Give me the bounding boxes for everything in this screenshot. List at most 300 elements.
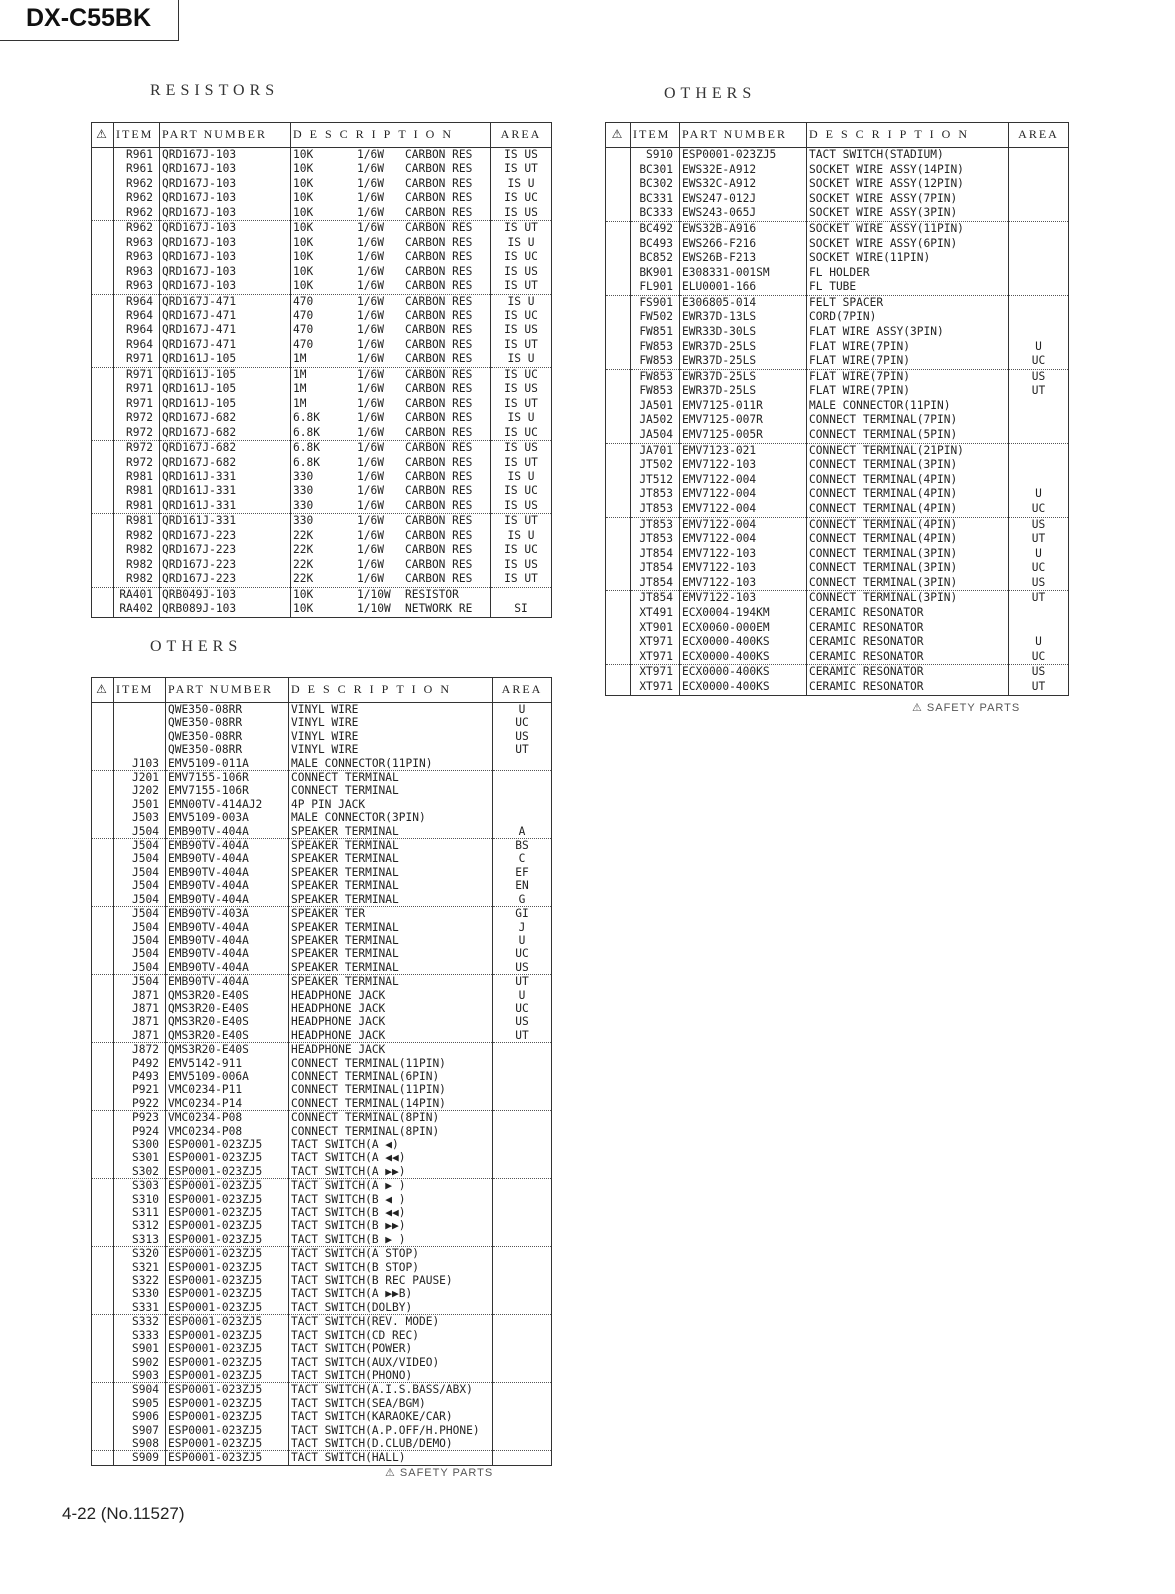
area-cell [493, 1138, 552, 1151]
part-number-cell: QRD167J-471 [160, 309, 291, 323]
area-cell [493, 1301, 552, 1315]
resistor-type: CARBON RES [405, 279, 473, 293]
table-row [92, 1437, 552, 1451]
safety-mark-cell [92, 352, 114, 367]
item-cell: J504 [114, 879, 166, 892]
table-row [92, 558, 552, 572]
item-cell: S901 [114, 1342, 166, 1355]
safety-mark-cell [92, 572, 114, 587]
safety-mark-cell [606, 295, 631, 310]
safety-mark-cell [606, 547, 631, 562]
resistor-type: CARBON RES [405, 514, 473, 528]
description-cell: SPEAKER TERMINAL [289, 921, 493, 934]
safety-mark-cell [92, 1111, 114, 1125]
area-cell: UT [1009, 384, 1069, 399]
others-left-title: OTHERS [150, 638, 243, 655]
table-row [92, 825, 552, 839]
wattage-value: 1/6W [357, 367, 384, 381]
resistor-type: CARBON RES [405, 396, 473, 410]
item-cell: FW853 [631, 354, 680, 369]
description-cell: HEADPHONE JACK [289, 1043, 493, 1057]
part-number-cell: VMC0234-P14 [166, 1097, 289, 1111]
description-cell: CERAMIC RESONATOR [807, 606, 1009, 621]
resistor-type: CARBON RES [405, 294, 473, 308]
table-row [92, 441, 552, 456]
item-cell: JT853 [631, 502, 680, 517]
wattage-value: 1/6W [357, 411, 384, 425]
part-number-cell: ESP0001-023ZJ5 [166, 1342, 289, 1355]
table-row [92, 907, 552, 921]
item-cell: FW853 [631, 369, 680, 384]
item-cell: J871 [114, 1029, 166, 1043]
safety-mark-cell [606, 650, 631, 665]
item-cell: JT854 [631, 576, 680, 591]
description-cell: HEADPHONE JACK [289, 1002, 493, 1015]
table-row [92, 323, 552, 337]
part-number-cell: EMB90TV-404A [166, 893, 289, 907]
resistor-type: CARBON RES [405, 250, 473, 264]
safety-mark-cell [92, 499, 114, 514]
table-row [92, 426, 552, 441]
item-cell: J501 [114, 798, 166, 811]
safety-mark-cell [606, 192, 631, 207]
resistor-type: CARBON RES [405, 323, 473, 337]
item-cell: S910 [631, 148, 680, 163]
table-row [606, 221, 1069, 236]
safety-mark-cell [606, 606, 631, 621]
description-cell: TACT SWITCH(DOLBY) [289, 1301, 493, 1315]
item-cell: S311 [114, 1206, 166, 1219]
item-cell: R982 [114, 572, 160, 587]
item-cell: RA401 [114, 587, 160, 602]
description-cell: CONNECT TERMINAL(4PIN) [807, 532, 1009, 547]
safety-mark-cell [92, 1369, 114, 1383]
wattage-value: 1/6W [357, 191, 384, 205]
part-number-cell: QMS3R20-E40S [166, 989, 289, 1002]
resistor-type: CARBON RES [405, 191, 473, 205]
part-number-cell: EMB90TV-404A [166, 975, 289, 989]
part-number-cell: QRD167J-471 [160, 294, 291, 309]
safety-mark-cell [92, 907, 114, 921]
item-cell: S313 [114, 1233, 166, 1247]
item-cell: R964 [114, 323, 160, 337]
area-cell: A [493, 825, 552, 839]
safety-mark-cell [92, 798, 114, 811]
area-cell [1009, 621, 1069, 636]
item-header: ITEM [631, 123, 680, 148]
area-cell: UT [493, 1029, 552, 1043]
table-row [606, 280, 1069, 295]
table-row [92, 206, 552, 221]
description-cell [291, 309, 491, 323]
description-cell: SOCKET WIRE ASSY(11PIN) [807, 221, 1009, 236]
part-number-cell: QWE350-08RR [166, 716, 289, 729]
description-cell: VINYL WIRE [289, 730, 493, 743]
table-row [92, 1397, 552, 1410]
description-cell: SPEAKER TERMINAL [289, 961, 493, 975]
resistance-value: 6.8K [293, 441, 320, 455]
safety-mark-cell [92, 1356, 114, 1369]
safety-mark-cell [606, 163, 631, 178]
safety-mark-cell [92, 771, 114, 785]
wattage-value: 1/6W [357, 176, 384, 190]
area-cell [493, 1206, 552, 1219]
wattage-value: 1/6W [357, 514, 384, 528]
part-number-cell: EWR37D-25LS [680, 340, 807, 355]
safety-mark-cell [606, 413, 631, 428]
table-row [606, 517, 1069, 532]
part-number-cell: QMS3R20-E40S [166, 1015, 289, 1028]
area-cell [493, 1329, 552, 1342]
safety-mark-cell [92, 1179, 114, 1193]
description-cell [291, 338, 491, 352]
item-cell: J504 [114, 866, 166, 879]
table-row [92, 934, 552, 947]
safety-mark-cell [92, 1451, 114, 1465]
part-number-cell: QRD167J-103 [160, 206, 291, 221]
item-cell: J504 [114, 852, 166, 865]
table-row [606, 251, 1069, 266]
part-number-cell: ELU0001-166 [680, 280, 807, 295]
item-cell: R964 [114, 338, 160, 352]
area-cell: IS UT [491, 572, 552, 587]
part-number-cell: EWS266-F216 [680, 237, 807, 252]
wattage-value: 1/6W [357, 543, 384, 557]
wattage-value: 1/6W [357, 396, 384, 410]
part-number-cell: EMB90TV-403A [166, 907, 289, 921]
table-row [606, 163, 1069, 178]
wattage-value: 1/6W [357, 352, 384, 366]
wattage-value: 1/6W [357, 294, 384, 308]
table-filler-row [92, 617, 552, 618]
item-cell: S300 [114, 1138, 166, 1151]
safety-mark-cell [92, 382, 114, 396]
item-cell: R963 [114, 250, 160, 264]
table-row [606, 487, 1069, 502]
part-number-cell: ESP0001-023ZJ5 [166, 1315, 289, 1329]
area-cell [493, 1261, 552, 1274]
item-cell: S906 [114, 1410, 166, 1423]
item-cell: S907 [114, 1424, 166, 1437]
part-number-cell: QRD167J-223 [160, 558, 291, 572]
wattage-value: 1/10W [357, 602, 391, 616]
wattage-value: 1/6W [357, 470, 384, 484]
description-cell: FELT SPACER [807, 295, 1009, 310]
description-cell [291, 397, 491, 411]
table-row [92, 893, 552, 907]
part-number-cell: EMV7125-005R [680, 428, 807, 443]
safety-mark-cell [92, 1165, 114, 1179]
table-row [92, 1233, 552, 1247]
area-cell: IS U [491, 352, 552, 367]
safety-mark-cell [92, 879, 114, 892]
area-cell [493, 1315, 552, 1329]
area-cell: US [1009, 576, 1069, 591]
table-row [92, 1383, 552, 1397]
wattage-value: 1/6W [357, 455, 384, 469]
area-cell: U [1009, 487, 1069, 502]
table-row [92, 352, 552, 367]
part-number-cell: EMV7122-004 [680, 473, 807, 488]
part-number-cell: EWS32C-A912 [680, 177, 807, 192]
item-cell: FL901 [631, 280, 680, 295]
part-number-cell: EMV7122-103 [680, 591, 807, 606]
area-cell: IS U [491, 294, 552, 309]
item-cell: JT853 [631, 487, 680, 502]
part-number-cell: QRD167J-103 [160, 236, 291, 250]
safety-mark-cell [92, 1437, 114, 1451]
safety-mark-cell [606, 635, 631, 650]
part-number-cell: VMC0234-P08 [166, 1125, 289, 1138]
description-cell: CONNECT TERMINAL [289, 784, 493, 797]
area-cell [1009, 251, 1069, 266]
table-row [92, 1151, 552, 1164]
item-cell: JA501 [631, 399, 680, 414]
table-row [92, 703, 552, 717]
table-row [92, 1219, 552, 1232]
safety-mark-cell [606, 473, 631, 488]
resistance-value: 1M [293, 367, 307, 381]
description-cell: TACT SWITCH(D.CLUB/DEMO) [289, 1437, 493, 1451]
description-cell: TACT SWITCH(AUX/VIDEO) [289, 1356, 493, 1369]
safety-mark-cell [92, 1233, 114, 1247]
table-row [92, 338, 552, 352]
safety-mark-cell [92, 989, 114, 1002]
area-cell: IS UC [491, 367, 552, 382]
resistance-value: 330 [293, 514, 314, 528]
description-cell [291, 236, 491, 250]
safety-mark-cell [92, 250, 114, 264]
description-cell: TACT SWITCH(SEA/BGM) [289, 1397, 493, 1410]
area-cell: UC [1009, 354, 1069, 369]
area-cell: U [493, 934, 552, 947]
item-cell: J871 [114, 1002, 166, 1015]
safety-mark-cell [92, 1287, 114, 1300]
filler-cell [92, 617, 114, 618]
area-cell [493, 1111, 552, 1125]
description-cell [291, 514, 491, 529]
table-row [92, 587, 552, 602]
safety-mark-cell [92, 1329, 114, 1342]
item-cell: R962 [114, 206, 160, 221]
table-row [92, 456, 552, 470]
area-cell: UT [493, 743, 552, 756]
table-row [92, 265, 552, 279]
safety-mark-cell [92, 148, 114, 163]
item-cell: XT901 [631, 621, 680, 636]
area-cell: IS UT [491, 338, 552, 352]
area-cell: IS US [491, 499, 552, 514]
item-cell [114, 716, 166, 729]
description-cell: SPEAKER TERMINAL [289, 975, 493, 989]
item-cell: R961 [114, 162, 160, 176]
description-cell: TACT SWITCH(A ▶▶) [289, 1165, 493, 1179]
item-cell: JT502 [631, 458, 680, 473]
description-cell: TACT SWITCH(REV. MODE) [289, 1315, 493, 1329]
table-row [606, 354, 1069, 369]
resistance-value: 22K [293, 572, 314, 586]
part-number-cell: ECX0000-400KS [680, 635, 807, 650]
part-number-cell: ESP0001-023ZJ5 [166, 1165, 289, 1179]
item-cell: J504 [114, 893, 166, 907]
description-cell [291, 558, 491, 572]
item-cell: R972 [114, 411, 160, 425]
table-row [606, 547, 1069, 562]
table-row [606, 473, 1069, 488]
part-number-cell: QRD167J-103 [160, 162, 291, 176]
part-number-cell: ESP0001-023ZJ5 [166, 1451, 289, 1465]
area-cell [493, 784, 552, 797]
filler-cell [114, 1465, 166, 1466]
table-header-row [92, 678, 552, 703]
part-number-cell: QRD167J-103 [160, 177, 291, 191]
wattage-value: 1/6W [357, 148, 384, 161]
part-number-cell: EWS26B-F213 [680, 251, 807, 266]
safety-mark-cell [92, 1002, 114, 1015]
safety-mark-cell [92, 309, 114, 323]
item-cell: R963 [114, 265, 160, 279]
part-number-cell: EMV7125-011R [680, 399, 807, 414]
part-number-cell: QWE350-08RR [166, 703, 289, 717]
area-cell: U [1009, 340, 1069, 355]
item-cell: J503 [114, 811, 166, 824]
part-number-cell: QRD167J-223 [160, 572, 291, 587]
filler-cell [631, 695, 680, 696]
safety-mark-cell [606, 266, 631, 281]
part-number-cell: ESP0001-023ZJ5 [166, 1397, 289, 1410]
part-number-cell: EMB90TV-404A [166, 852, 289, 865]
part-number-cell: EMV7122-103 [680, 561, 807, 576]
wattage-value: 1/6W [357, 498, 384, 512]
part-number-cell: ESP0001-023ZJ5 [166, 1383, 289, 1397]
description-cell: CONNECT TERMINAL(5PIN) [807, 428, 1009, 443]
area-header: AREA [493, 678, 552, 703]
item-cell: P493 [114, 1070, 166, 1083]
description-cell: TACT SWITCH(B REC PAUSE) [289, 1274, 493, 1287]
description-cell: SPEAKER TERMINAL [289, 934, 493, 947]
area-cell: UC [493, 947, 552, 960]
description-cell: SPEAKER TER [289, 907, 493, 921]
item-cell: J504 [114, 947, 166, 960]
area-header: AREA [491, 123, 552, 148]
description-cell: HEADPHONE JACK [289, 989, 493, 1002]
area-cell [493, 1397, 552, 1410]
part-number-cell: EMV7155-106R [166, 771, 289, 785]
table-row [92, 382, 552, 396]
item-cell: J504 [114, 839, 166, 853]
resistor-type: CARBON RES [405, 148, 473, 161]
description-cell [291, 279, 491, 294]
part-number-cell: EMB90TV-404A [166, 961, 289, 975]
item-cell: JA701 [631, 443, 680, 458]
table-row [92, 1179, 552, 1193]
description-cell: HEADPHONE JACK [289, 1015, 493, 1028]
table-row [606, 606, 1069, 621]
area-cell [493, 1369, 552, 1383]
item-cell: S303 [114, 1179, 166, 1193]
part-number-cell: EWR33D-30LS [680, 325, 807, 340]
area-cell: IS UT [491, 162, 552, 176]
area-cell: US [493, 730, 552, 743]
table-row [92, 716, 552, 729]
area-cell: IS US [491, 148, 552, 163]
description-cell [291, 441, 491, 456]
safety-mark-cell [92, 839, 114, 853]
table-row [92, 1043, 552, 1057]
description-cell: CERAMIC RESONATOR [807, 635, 1009, 650]
description-cell [291, 602, 491, 616]
resistance-value: 6.8K [293, 411, 320, 425]
table-row [92, 1138, 552, 1151]
area-cell: IS UT [491, 456, 552, 470]
table-row [92, 1206, 552, 1219]
safety-mark-cell [92, 893, 114, 907]
item-cell: R964 [114, 294, 160, 309]
area-cell: U [1009, 547, 1069, 562]
part-number-cell: ESP0001-023ZJ5 [166, 1247, 289, 1261]
item-cell: R962 [114, 221, 160, 236]
safety-mark-cell [606, 428, 631, 443]
item-cell: XT971 [631, 650, 680, 665]
table-row [606, 192, 1069, 207]
item-cell: P922 [114, 1097, 166, 1111]
description-cell: CONNECT TERMINAL(7PIN) [807, 413, 1009, 428]
part-number-cell: QRD167J-103 [160, 221, 291, 236]
filler-cell [680, 695, 807, 696]
safety-mark-cell [606, 576, 631, 591]
area-cell [493, 1219, 552, 1232]
area-cell [493, 1356, 552, 1369]
area-cell: IS U [491, 470, 552, 484]
safety-mark-cell [92, 1083, 114, 1096]
area-cell: UC [493, 716, 552, 729]
resistance-value: 10K [293, 176, 314, 190]
area-cell [493, 1424, 552, 1437]
part-number-cell: EWR37D-13LS [680, 310, 807, 325]
item-cell: J504 [114, 934, 166, 947]
area-cell: IS UC [491, 191, 552, 205]
table-row [92, 1451, 552, 1465]
resistor-type: CARBON RES [405, 441, 473, 455]
area-cell [493, 1287, 552, 1300]
table-row [92, 784, 552, 797]
item-cell: FW502 [631, 310, 680, 325]
wattage-value: 1/6W [357, 309, 384, 323]
area-cell [1009, 399, 1069, 414]
safety-mark-cell [606, 487, 631, 502]
area-cell [493, 1383, 552, 1397]
others-left-table [91, 677, 552, 1466]
item-cell: S909 [114, 1451, 166, 1465]
item-cell: R972 [114, 456, 160, 470]
area-cell: C [493, 852, 552, 865]
resistance-value: 10K [293, 235, 314, 249]
area-cell [493, 1410, 552, 1423]
item-cell: J504 [114, 961, 166, 975]
safety-mark-cell [92, 825, 114, 839]
safety-mark-cell [92, 1097, 114, 1111]
resistance-value: 10K [293, 191, 314, 205]
part-number-cell: QRD167J-682 [160, 411, 291, 425]
safety-mark-cell [92, 441, 114, 456]
table-row [606, 650, 1069, 665]
part-number-cell: ECX0000-400KS [680, 650, 807, 665]
part-number-cell: ESP0001-023ZJ5 [166, 1233, 289, 1247]
part-number-cell: EWR37D-25LS [680, 369, 807, 384]
description-cell [291, 221, 491, 236]
area-cell: IS UC [491, 250, 552, 264]
area-cell [493, 1179, 552, 1193]
